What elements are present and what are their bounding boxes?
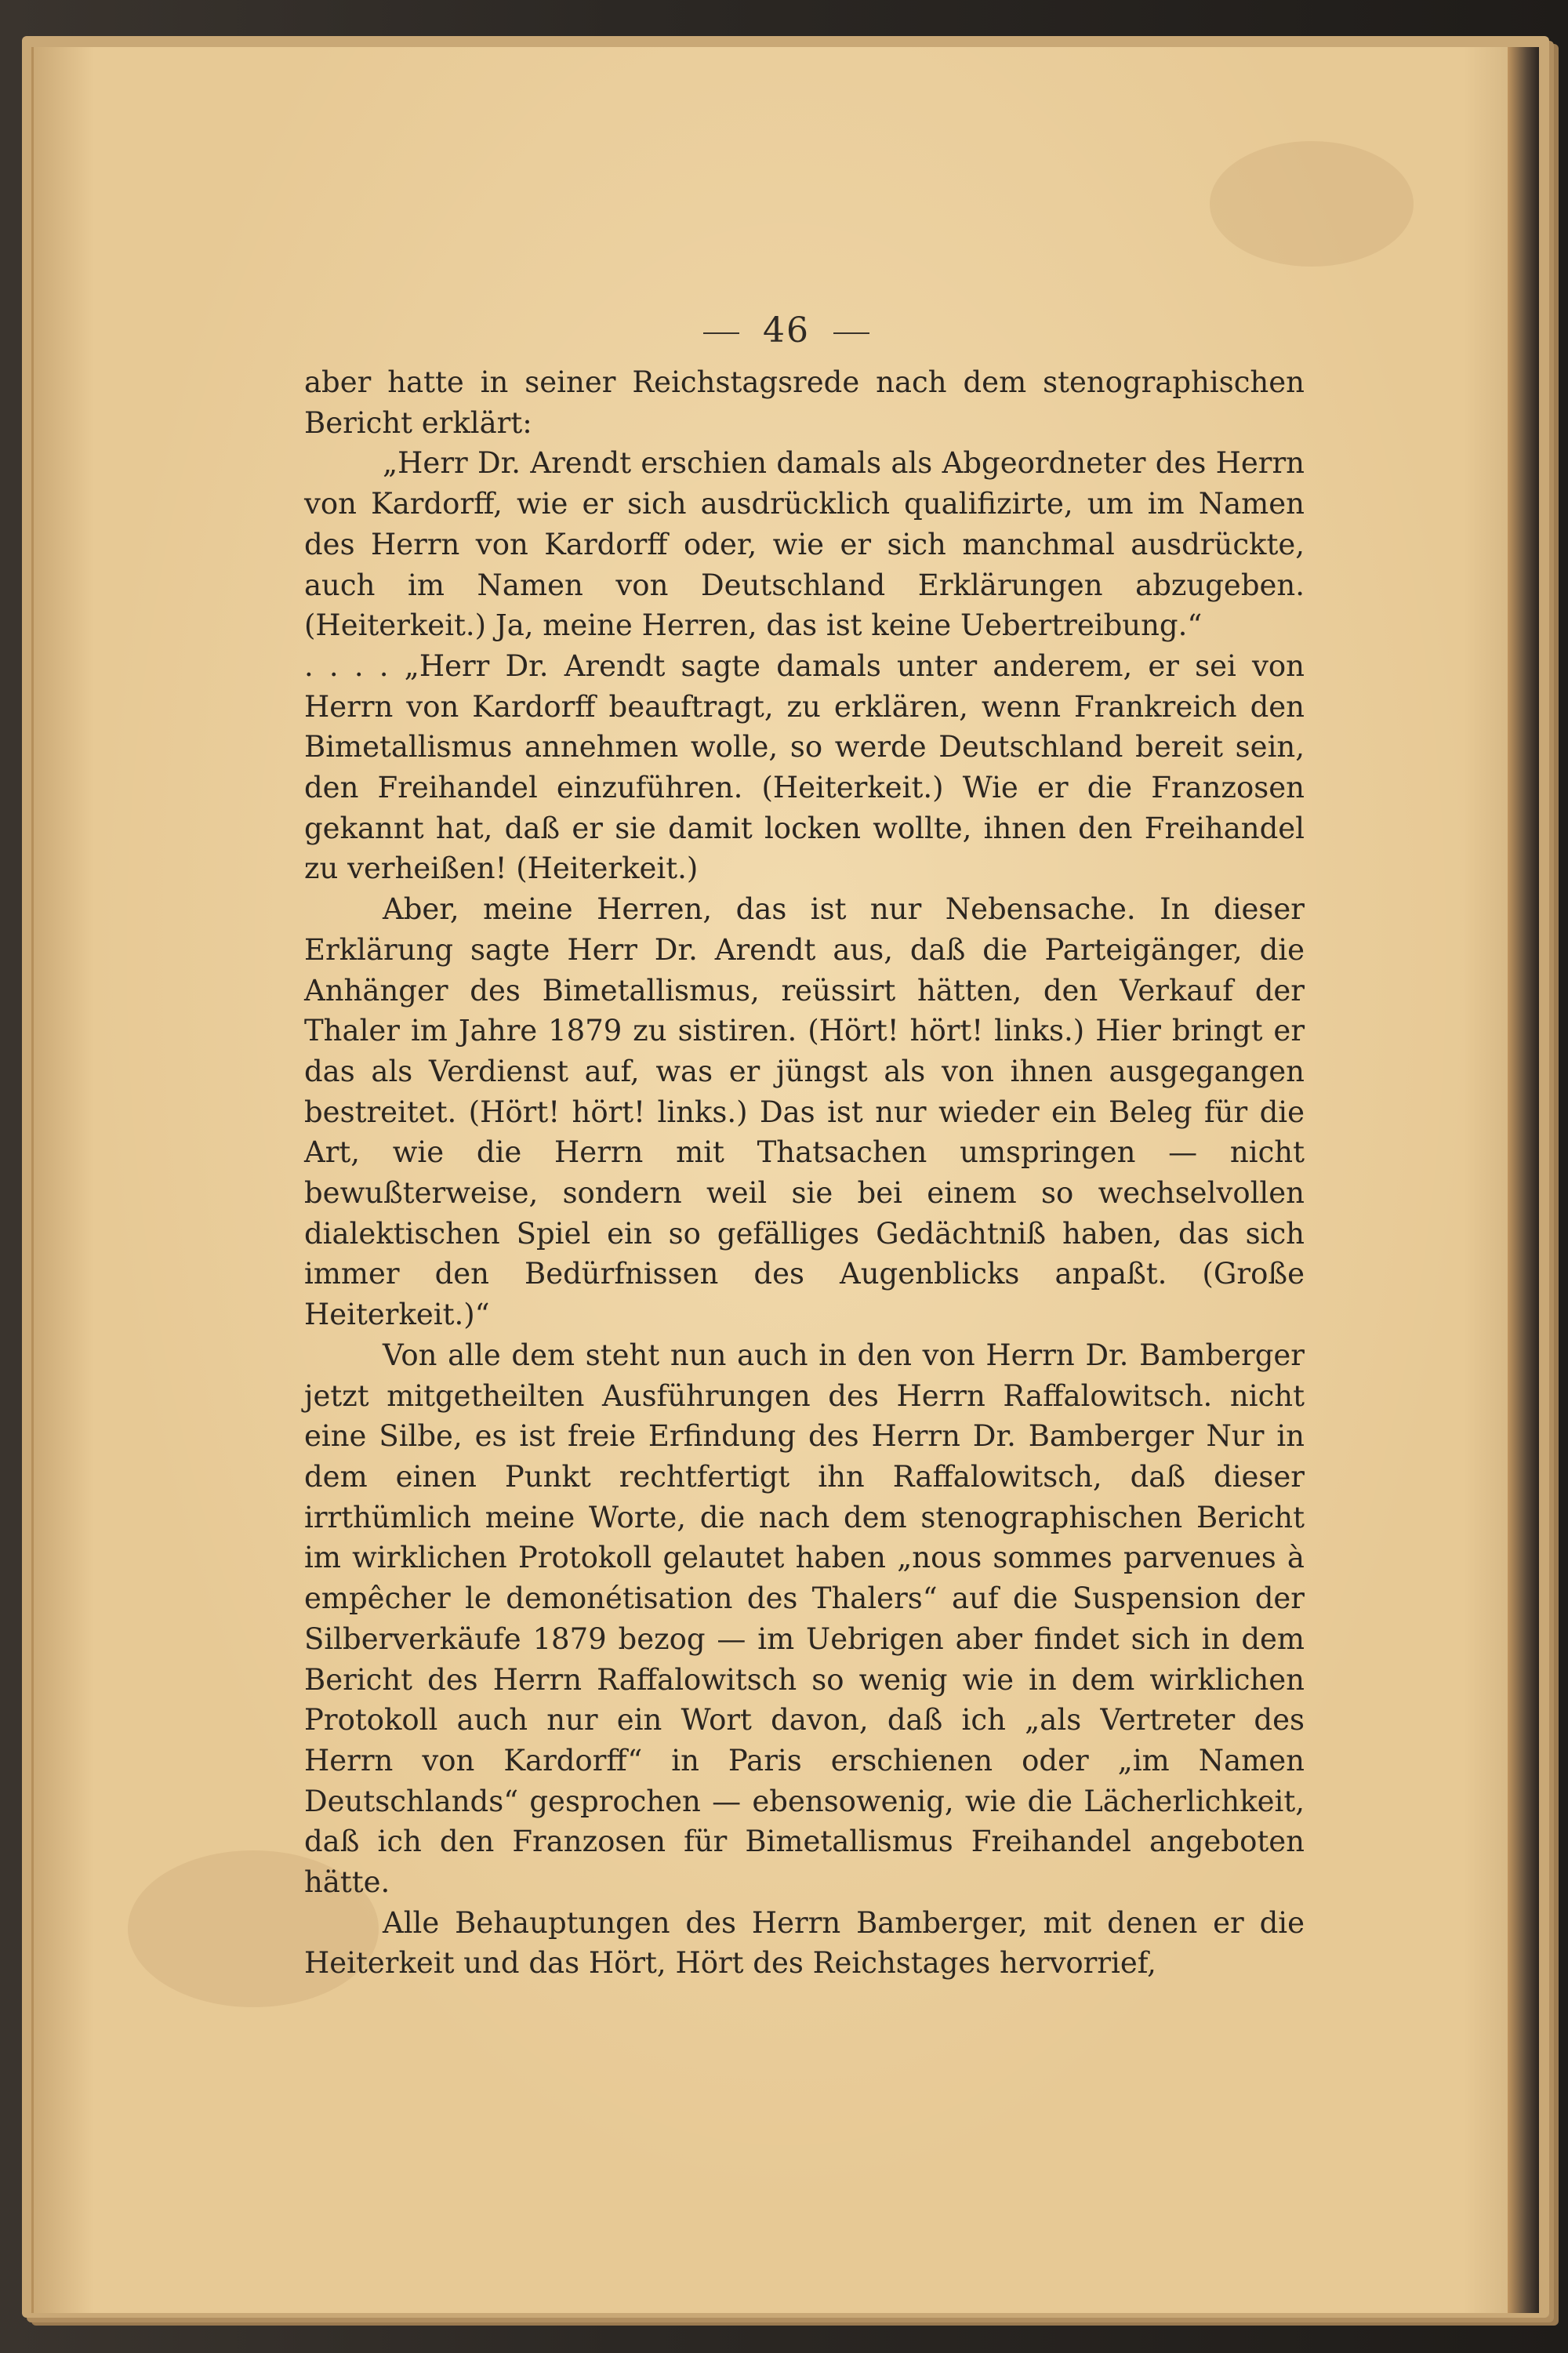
paragraph: Alle Behauptungen des Herrn Bamberger, mit denen er die Heiterkeit und das Hört, Hört des Reichstages hervorrief, — [304, 1905, 1305, 1981]
paragraph: „Herr Dr. Arendt erschien damals als Abgeordneter des Herrn von Kardorff, wie er sich ausdrücklich qualifizirte, um im Namen des Herrn von Kardorff oder, wie er sich manchmal ausdrückte, auch im Namen von Deutschland Erklärungen abzugeben. (Heiterkeit.) Ja, meine Herren, das ist keine Uebertreibung.“ — [304, 446, 1305, 643]
body-text — [304, 362, 1305, 1984]
paragraph: aber hatte in seiner Reichstagsrede nach dem stenographischen Bericht erklärt: — [304, 365, 1305, 440]
paragraph: Von alle dem steht nun auch in den von Herrn Dr. Bamberger jetzt mitgetheilten Ausführungen des Herrn Raffalowitsch. nicht eine Silbe, es ist freie Erfindung des Herrn Dr. Bamberger Nur in dem einen Punkt rechtfertigt ihn Raffalowitsch, daß dieser irrthümlich meine Worte, die nach dem stenographischen Bericht im wirklichen Protokoll gelautet haben „nous sommes parvenues à empêcher le demonétisation des Thalers“ auf die Suspension der Silberverkäufe 1879 bezog — im Uebrigen aber findet sich in dem Bericht des Herrn Raffalowitsch so wenig wie in dem wirklichen Protokoll auch nur ein Wort davon, daß ich „als Vertreter des Herrn von Kardorff“ in Paris erschienen oder „im Namen Deutschlands“ gesprochen — ebensowenig, wie die Lächerlichkeit, daß ich den Franzosen für Bimetallismus Freihandel angeboten hätte. — [304, 1338, 1305, 1900]
dash-left — [703, 332, 739, 334]
page-edge — [1508, 47, 1539, 2313]
page-number — [34, 310, 1539, 350]
dash-right — [833, 332, 869, 334]
paragraph: Aber, meine Herren, das ist nur Nebensache. In dieser Erklärung sagte Herr Dr. Arendt aus, daß die Parteigänger, die Anhänger des Bimetallismus, reüssirt hätten, den Verkauf der Thaler im Jahre 1879 zu sistiren. (Hört! hört! links.) Hier bringt er das als Verdienst auf, was er jüngst als von ihnen ausgegangen bestreitet. (Hört! hört! links.) Das ist nur wieder ein Beleg für die Art, wie die Herrn mit Thatsachen umspringen — nicht bewußterweise, sondern weil sie bei einem so wechselvollen dialektischen Spiel ein so gefälliges Gedächtniß haben, das sich immer den Bedürfnissen des Augenblicks anpaßt. (Große Heiterkeit.)“ — [304, 892, 1305, 1332]
paragraph: . . . . „Herr Dr. Arendt sagte damals unter anderem, er sei von Herrn von Kardorff beauftragt, zu erklären, wenn Frankreich den Bimetallismus annehmen wolle, so werde Deutschland bereit sein, den Freihandel einzuführen. (Heiterkeit.) Wie er die Franzosen gekannt hat, daß er sie damit locken wollte, ihnen den Freihandel zu verheißen! (Heiterkeit.) — [304, 648, 1305, 886]
page-number-value: 46 — [763, 310, 810, 350]
paper-stain — [1210, 141, 1414, 267]
